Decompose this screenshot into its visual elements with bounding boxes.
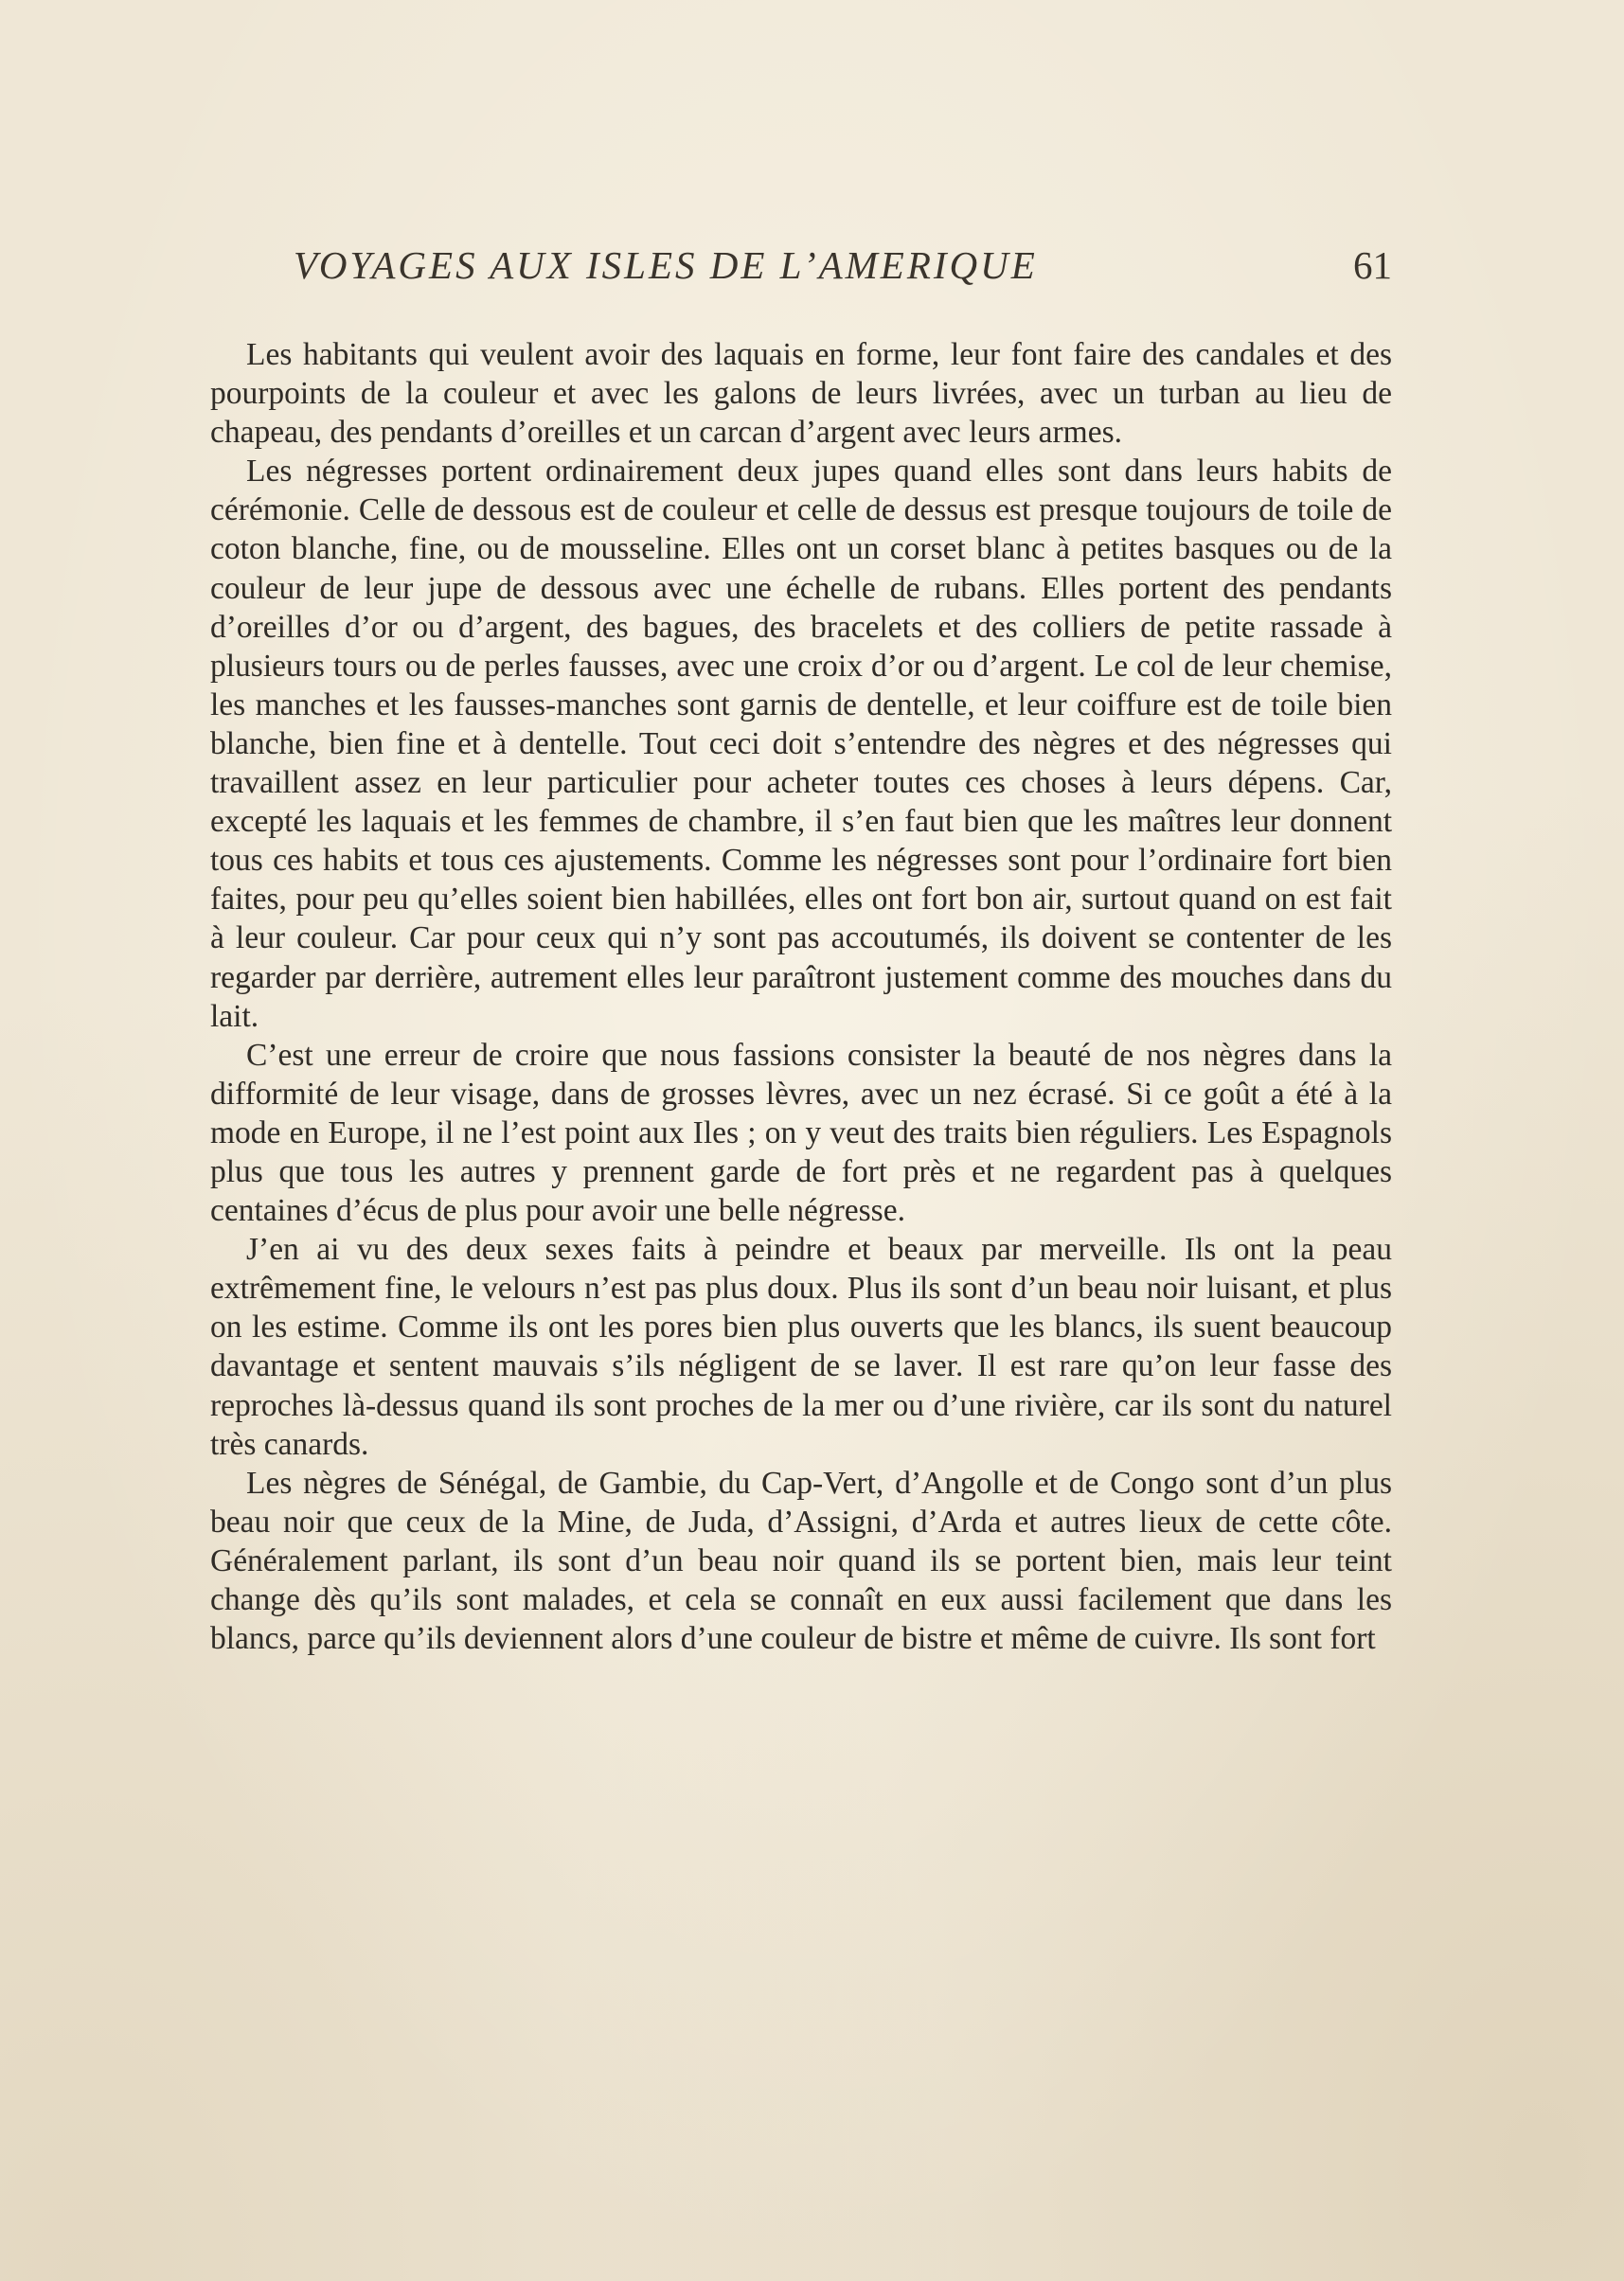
running-title: VOYAGES AUX ISLES DE L’AMERIQUE: [294, 243, 1038, 287]
body-text: [210, 335, 1392, 1658]
paragraph-origines: Les nègres de Sénégal, de Gambie, du Cap-Vert, d’Angolle et de Congo sont d’un plus beau noir que ceux de la Mine, de Juda, d’Assigni, d’Arda et autres lieux de cette côte. Généralement parlant, ils sont d’un beau noir quand ils se portent bien, mais leur teint change dès qu’ils sont malades, et cela se connaît en eux aussi facilement que dans les blancs, parce qu’ils deviennent alors d’une couleur de bistre et même de cuivre. Ils sont fort: [210, 1465, 1392, 1657]
paragraph-negresses-habits: Les négresses portent ordinairement deux jupes quand elles sont dans leurs habits de cérémonie. Celle de dessous est de couleur et celle de dessus est presque toujours de toile de coton blanche, fine, ou de mousseline. Elles ont un corset blanc à petites basques ou de la couleur de leur jupe de dessous avec une échelle de rubans. Elles portent des pendants d’oreilles d’or ou d’argent, des bagues, des bracelets et des colliers de petite rassade à plusieurs tours ou de perles fausses, avec une croix d’or ou d’argent. Le col de leur chemise, les manches et les fausses-manches sont garnis de dentelle, et leur coiffure est de toile bien blanche, bien fine et à dentelle. Tout ceci doit s’entendre des nègres et des négresses qui travaillent assez en leur particulier pour acheter toutes ces choses à leurs dépens. Car, excepté les laquais et les femmes de chambre, il s’en faut bien que les maîtres leur donnent tous ces habits et tous ces ajustements. Comme les négresses sont pour l’ordinaire fort bien faites, pour peu qu’elles soient bien habillées, elles ont fort bon air, surtout quand on est fait à leur couleur. Car pour ceux qui n’y sont pas accoutumés, ils doivent se contenter de les regarder par derrière, autrement elles leur paraîtront justement comme des mouches dans du lait.: [210, 454, 1392, 1034]
paragraph-beaute: C’est une erreur de croire que nous fassions consister la beauté de nos nègres dans la difformité de leur visage, dans de grosses lèvres, avec un nez écrasé. Si ce goût a été à la mode en Europe, il ne l’est point aux Iles ; on y veut des traits bien réguliers. Les Espagnols plus que tous les autres y prennent garde de fort près et ne regardent pas à quelques centaines d’écus de plus pour avoir une belle négresse.: [210, 1037, 1392, 1229]
paragraph-peau: J’en ai vu des deux sexes faits à peindre et beaux par merveille. Ils ont la peau extrêmement fine, le velours n’est pas plus doux. Plus ils sont d’un beau noir luisant, et plus on les estime. Comme ils ont les pores bien plus ouverts que les blancs, ils suent beaucoup davantage et sentent mauvais s’ils négligent de se laver. Il est rare qu’on leur fasse des reproches là-dessus quand ils sont proches de la mer ou d’une rivière, car ils sont du naturel très canards.: [210, 1232, 1392, 1462]
page-number: 61: [1353, 243, 1392, 287]
paragraph-laquais: Les habitants qui veulent avoir des laquais en forme, leur font faire des candales et des pourpoints de la couleur et avec les galons de leurs livrées, avec un turban au lieu de chapeau, des pendants d’oreilles et un carcan d’argent avec leurs armes.: [210, 337, 1392, 451]
running-head: [208, 242, 1392, 299]
